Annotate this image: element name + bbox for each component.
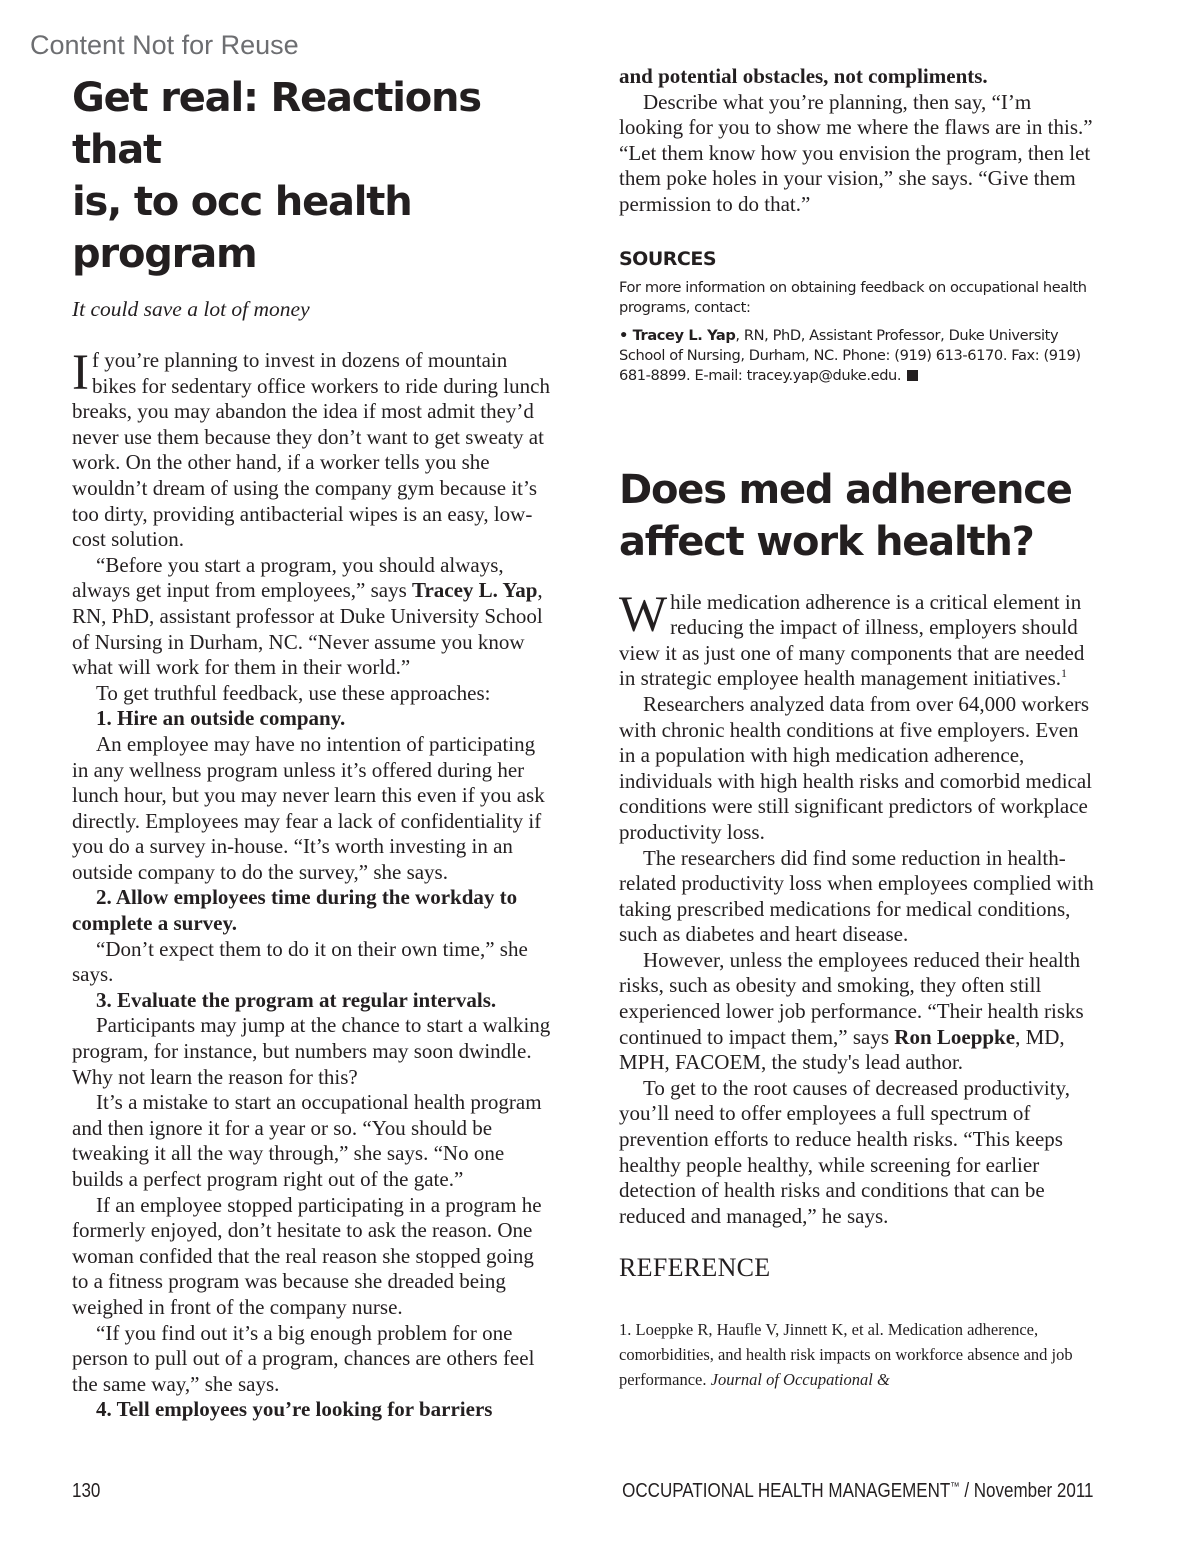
article1-subheading: 4. Tell employees you’re looking for barriers bbox=[96, 1397, 493, 1422]
article1-paragraph-text: f you’re planning to invest in dozens of mountain bikes for sedentary office workers to ride during lunch breaks, you may abandon the idea if most admit they’d never use them because they don’t want to get sweaty at work. On the other hand, if a worker tells you she wouldn’t dream of using the company gym because it’s too dirty, providing antibacterial wipes is an easy, low-cost solution. bbox=[72, 348, 550, 552]
sources-heading: SOURCES bbox=[619, 247, 717, 270]
article1-paragraph: “Don’t expect them to do it on their own time,” she says. bbox=[72, 936, 528, 987]
issue-date: / November 2011 bbox=[959, 1480, 1093, 1502]
article1-subheading: 1. Hire an outside company. bbox=[96, 706, 346, 731]
article1-body-continued bbox=[619, 64, 1099, 218]
article1-paragraph-text: , RN, PhD, assistant professor at Duke University School of Nursing in Durham, NC. “Never assume you know what will work for them in their world.” bbox=[72, 578, 543, 680]
source-entry bbox=[619, 326, 1099, 386]
article2-paragraph: The researchers did find some reduction in health-related productivity loss when employees complied with taking prescribed medications for medical conditions, such as diabetes and heart disease. bbox=[619, 845, 1094, 947]
article2-paragraph bbox=[619, 586, 1099, 692]
article2-headline bbox=[619, 464, 1099, 568]
source-entry-detail: , RN, PhD, Assistant Professor, Duke University School of Nursing, Durham, NC. Phone: (919) 613-6170. Fax: (919) 681-8899. E-mail: tracey.yap@duke.edu. bbox=[619, 326, 1081, 384]
article1-paragraph: If an employee stopped participating in a program he formerly enjoyed, don’t hesitate to ask the reason. One woman confided that the real reason she stopped going to a fitness program was because she dreaded being weighed in front of the company nurse. bbox=[72, 1192, 542, 1319]
sources-intro: For more information on obtaining feedback on occupational health programs, contact: bbox=[619, 278, 1087, 316]
article1-headline-line1: Get real: Reactions that bbox=[72, 75, 481, 173]
article1-paragraph: It’s a mistake to start an occupational health program and then ignore it for a year or so. “You should be tweaking it all the way through,” she says. “No one builds a perfect program right out of the gate.” bbox=[72, 1090, 542, 1191]
footnote-marker: 1 bbox=[1061, 666, 1068, 681]
magazine-footer bbox=[622, 1480, 1093, 1503]
reference-journal: Journal of Occupational & bbox=[710, 1370, 890, 1390]
magazine-name: OCCUPATIONAL HEALTH MANAGEMENT bbox=[621, 1480, 950, 1502]
end-mark-icon bbox=[907, 370, 918, 381]
article1-paragraph: “If you find out it’s a big enough problem for one person to pull out of a program, chances are others feel the same way,” she says. bbox=[72, 1320, 535, 1396]
article2-paragraph: To get to the root causes of decreased productivity, you’ll need to offer employees a full spectrum of prevention efforts to reduce health risks. “This keeps healthy people healthy, while screening for earlier detection of health risks and conditions that can be reduced and managed,” he says. bbox=[619, 1075, 1070, 1228]
right-column bbox=[619, 64, 1099, 1392]
article1-paragraph bbox=[72, 345, 552, 553]
reference-entry-text: 1. Loeppke R, Haufle V, Jinnett K, et al. Medication adherence, comorbidities, and health risk impacts on workforce absence and job performance. bbox=[619, 1320, 1073, 1390]
article1-paragraph: Describe what you’re planning, then say, “I’m looking for you to show me where the flaws are in this.” “Let them know how you envision the program, then let them poke holes in your vision,” she says. “Give them permission to do that.” bbox=[619, 89, 1093, 216]
article1-body bbox=[72, 345, 552, 1423]
article2-paragraph-text: However, unless the employees reduced their health risks, such as obesity and smoking, they often still experienced lower job performance. “Their health risks continued to impact them,” says bbox=[619, 947, 1084, 1049]
reference-entry bbox=[619, 1317, 1099, 1392]
article1-subheading: 2. Allow employees time during the workday to complete a survey. bbox=[72, 885, 518, 936]
article1-paragraph bbox=[72, 553, 552, 681]
article1-paragraph-text: “Before you start a program, you should always, always get input from employees,” says bbox=[72, 552, 504, 603]
article2-headline-line2: affect work health? bbox=[619, 518, 1034, 565]
article2-paragraph bbox=[619, 948, 1099, 1076]
page-number: 130 bbox=[72, 1480, 101, 1502]
article1-paragraph: Participants may jump at the chance to start a walking program, for instance, but numbers may soon dwindle. Why not learn the reason for this? bbox=[72, 1013, 551, 1089]
reference-heading: REFERENCE bbox=[619, 1253, 771, 1283]
article2-headline-line1: Does med adherence bbox=[619, 466, 1072, 513]
article2-body bbox=[619, 586, 1099, 1230]
article1-paragraph: An employee may have no intention of participating in any wellness program unless it’s offered during her lunch hour, but you may never learn this even if you ask directly. Employees may fear a lack of confidentiality if you do a survey in-house. “It’s worth investing in an outside company to do the survey,” she says. bbox=[72, 731, 545, 884]
left-column bbox=[72, 72, 552, 1423]
article2-paragraph-text: hile medication adherence is a critical element in reducing the impact of illness, employers should view it as just one of many components that are needed in strategic employee health management initiatives. bbox=[619, 589, 1085, 691]
source-name: Ron Loeppke bbox=[894, 1024, 1016, 1049]
drop-cap: I bbox=[72, 345, 89, 401]
article2-paragraph: Researchers analyzed data from over 64,000 workers with chronic health conditions at five employers. Even in a population with high medication adherence, individuals with high health risks and comorbid medical conditions were still significant predictors of workplace productivity loss. bbox=[619, 691, 1093, 844]
source-name: Tracey L. Yap bbox=[412, 578, 538, 603]
source-entry-name: • Tracey L. Yap bbox=[619, 326, 736, 344]
article2-paragraph-text: , MD, MPH, FACOEM, the study's lead author. bbox=[619, 1024, 1065, 1075]
article1-headline bbox=[72, 72, 552, 280]
trademark-symbol: ™ bbox=[949, 1481, 960, 1493]
article1-paragraph: To get truthful feedback, use these approaches: bbox=[96, 680, 491, 705]
article1-headline-line2: is, to occ health program bbox=[72, 179, 412, 277]
article1-subheading: 3. Evaluate the program at regular intervals. bbox=[96, 987, 497, 1012]
watermark: Content Not for Reuse bbox=[30, 30, 299, 60]
article1-subhead: It could save a lot of money bbox=[72, 297, 310, 321]
article1-subheading-continued: and potential obstacles, not compliments. bbox=[619, 64, 988, 88]
drop-cap: W bbox=[619, 586, 668, 643]
